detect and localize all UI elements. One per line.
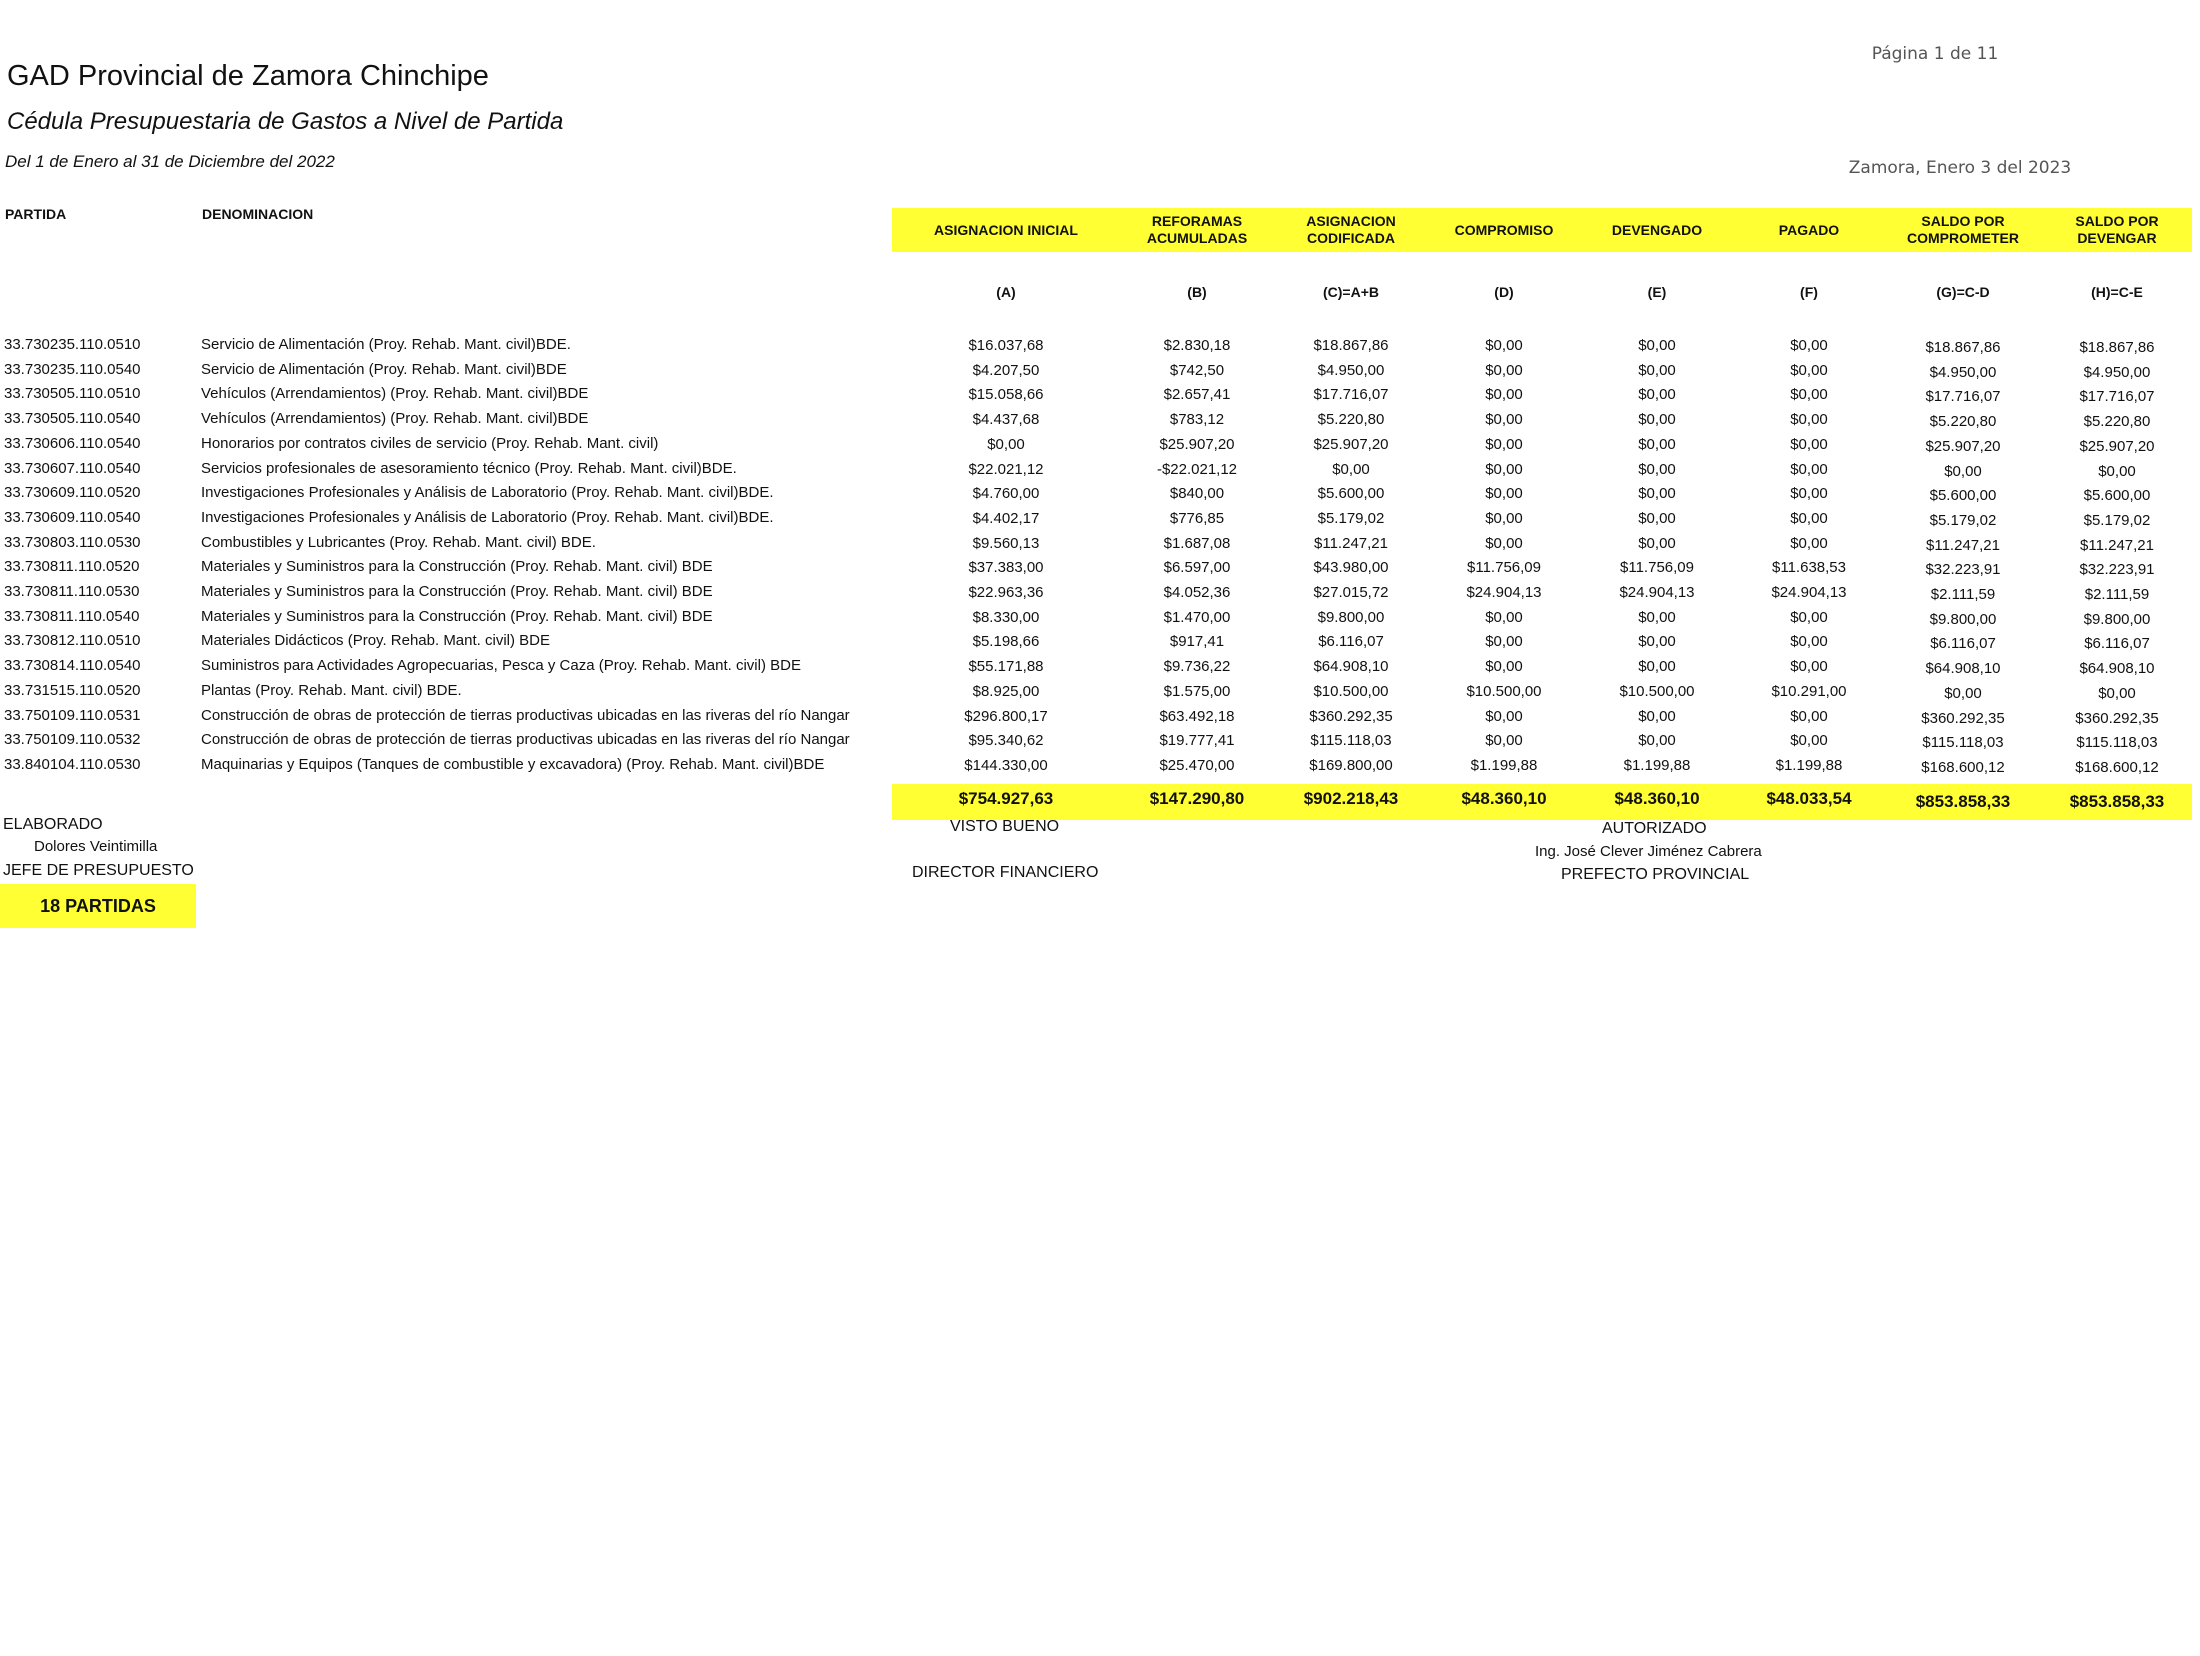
table-row [0, 731, 2200, 755]
table-row [0, 385, 2200, 409]
amount-cell: $5.600,00 [1317, 485, 1385, 503]
amount-cell: $6.597,00 [1163, 559, 1231, 577]
table-row [0, 484, 2200, 508]
amount-cell: $0,00 [1638, 707, 1676, 725]
amount-cell: $0,00 [1638, 732, 1676, 750]
partida-code: 33.750109.110.0531 [4, 706, 141, 724]
column-header: PAGADO [1778, 221, 1840, 238]
column-formula: (B) [1187, 284, 1207, 300]
amount-cell: $9.800,00 [2083, 610, 2151, 628]
total-cell: $754.927,63 [958, 789, 1054, 808]
amount-cell: $4.950,00 [1929, 363, 1997, 381]
column-formula: (D) [1494, 284, 1514, 300]
amount-cell: $0,00 [1485, 633, 1523, 651]
amount-cell: $25.907,20 [1313, 435, 1389, 453]
amount-cell: $0,00 [1790, 460, 1828, 478]
denominacion: Combustibles y Lubricantes (Proy. Rehab. Mant. civil) BDE. [201, 533, 596, 551]
column-header: ASIGNACION CODIFICADA [1306, 213, 1396, 246]
amount-cell: $2.657,41 [1163, 386, 1231, 404]
denominacion: Maquinarias y Equipos (Tanques de combustible y excavadora) (Proy. Rehab. Mant. civil)BDE [201, 755, 825, 773]
amount-cell: $1.687,08 [1163, 534, 1231, 552]
table-row [0, 707, 2200, 731]
amount-cell: $1.199,88 [1775, 756, 1843, 774]
visto-bueno-role: DIRECTOR FINANCIERO [912, 864, 1099, 881]
amount-cell: $4.052,36 [1163, 584, 1231, 601]
table-row [0, 460, 2200, 484]
partida-code: 33.730609.110.0540 [4, 508, 141, 526]
amount-cell: $0,00 [1485, 337, 1523, 354]
amount-cell: $0,00 [1790, 411, 1828, 429]
partida-code: 33.730609.110.0520 [4, 484, 141, 502]
denominacion: Servicios profesionales de asesoramiento técnico (Proy. Rehab. Mant. civil)BDE. [201, 459, 737, 477]
amount-cell: $11.756,09 [1620, 559, 1694, 577]
partida-code: 33.730811.110.0520 [4, 558, 140, 576]
amount-cell: $10.500,00 [1619, 682, 1695, 700]
partida-code: 33.730505.110.0510 [4, 385, 141, 403]
amount-cell: $0,00 [1332, 460, 1370, 478]
total-cell: $902.218,43 [1303, 789, 1399, 808]
amount-cell: $64.908,10 [1313, 658, 1389, 676]
amount-cell: $115.118,03 [2076, 734, 2158, 752]
amount-cell: $11.638,53 [1772, 559, 1846, 577]
amount-cell: $0,00 [2098, 684, 2136, 702]
amount-cell: $115.118,03 [1922, 734, 2004, 752]
amount-cell: $0,00 [1638, 337, 1676, 354]
amount-cell: $0,00 [1485, 386, 1523, 404]
amount-cell: $11.247,21 [2080, 536, 2154, 554]
denominacion: Suministros para Actividades Agropecuarias, Pesca y Caza (Proy. Rehab. Mant. civil) BDE [201, 657, 801, 675]
amount-cell: $0,00 [1790, 485, 1828, 503]
amount-cell: $6.116,07 [1930, 635, 1996, 653]
amount-cell: $0,00 [1790, 534, 1828, 552]
page-number: Página 1 de 11 [1871, 44, 1999, 64]
denominacion: Vehículos (Arrendamientos) (Proy. Rehab. Mant. civil)BDE [201, 410, 589, 428]
amount-cell: $296.800,17 [964, 707, 1048, 725]
amount-cell: $2.111,59 [2084, 586, 2150, 603]
amount-cell: $11.247,21 [1314, 534, 1388, 552]
elaborado-label: ELABORADO [3, 816, 103, 833]
denominacion: Servicio de Alimentación (Proy. Rehab. Mant. civil)BDE [201, 360, 567, 378]
column-formula: (F) [1800, 284, 1818, 300]
amount-cell: $0,00 [2098, 462, 2136, 480]
partida-column-header: PARTIDA [5, 206, 67, 222]
denominacion: Construcción de obras de protección de tierras productivas ubicadas en las riveras del río Nangar [201, 706, 850, 724]
amount-cell: $4.760,00 [972, 485, 1040, 503]
amount-cell: $6.116,07 [2084, 635, 2150, 653]
denominacion: Materiales y Suministros para la Construcción (Proy. Rehab. Mant. civil) BDE [201, 583, 713, 600]
amount-cell: $0,00 [1638, 608, 1676, 626]
amount-cell: $0,00 [1790, 337, 1828, 354]
table-row [0, 534, 2200, 558]
amount-cell: $25.470,00 [1159, 756, 1235, 774]
amount-cell: $5.220,80 [2083, 413, 2151, 431]
amount-cell: $168.600,12 [1921, 758, 2005, 776]
amount-cell: $43.980,00 [1313, 559, 1389, 577]
table-row [0, 682, 2200, 706]
amount-cell: $169.800,00 [1309, 756, 1393, 774]
amount-cell: $0,00 [1485, 361, 1523, 379]
total-cell: $48.033,54 [1766, 789, 1852, 808]
partida-code: 33.840104.110.0530 [4, 755, 141, 773]
amount-cell: $8.925,00 [972, 682, 1040, 700]
elaborado-name: Dolores Veintimilla [34, 838, 158, 855]
partida-code: 33.750109.110.0532 [4, 731, 141, 749]
amount-cell: $742,50 [1169, 361, 1225, 379]
amount-cell: $0,00 [1485, 707, 1523, 725]
amount-cell: $5.220,80 [1929, 413, 1997, 431]
partida-code: 33.730505.110.0540 [4, 410, 141, 428]
amount-cell: $64.908,10 [2079, 660, 2155, 678]
table-row [0, 336, 2200, 360]
amount-cell: $0,00 [1638, 509, 1676, 527]
amount-cell: $17.716,07 [2079, 388, 2155, 406]
partida-code: 33.730607.110.0540 [4, 459, 141, 477]
table-row [0, 608, 2200, 632]
denominacion: Investigaciones Profesionales y Análisis de Laboratorio (Proy. Rehab. Mant. civil)BDE. [201, 508, 774, 526]
amount-cell: $9.736,22 [1163, 658, 1231, 676]
amount-cell: $4.437,68 [972, 411, 1040, 429]
amount-cell: $0,00 [1485, 534, 1523, 552]
total-cell: $48.360,10 [1614, 789, 1700, 808]
partida-code: 33.730606.110.0540 [4, 434, 141, 452]
amount-cell: $0,00 [1790, 361, 1828, 379]
amount-cell: $0,00 [1485, 732, 1523, 750]
amount-cell: $0,00 [1638, 411, 1676, 429]
amount-cell: $0,00 [1944, 684, 1982, 702]
amount-cell: $5.179,02 [1929, 511, 1997, 529]
amount-cell: $2.111,59 [1930, 586, 1996, 603]
table-row [0, 509, 2200, 533]
amount-cell: $1.199,88 [1470, 756, 1538, 774]
amount-cell: $0,00 [1790, 608, 1828, 626]
amount-cell: $0,00 [1638, 633, 1676, 651]
column-formula: (E) [1647, 284, 1667, 300]
amount-cell: $25.907,20 [2079, 437, 2155, 455]
partidas-count-label: 18 PARTIDAS [40, 895, 156, 916]
column-formula: (C)=A+B [1322, 284, 1379, 300]
amount-cell: $5.600,00 [1929, 487, 1997, 505]
column-header: ASIGNACION INICIAL [934, 221, 1078, 238]
amount-cell: $2.830,18 [1163, 337, 1231, 354]
amount-cell: $0,00 [1944, 462, 1982, 480]
amount-cell: $18.867,86 [1313, 337, 1389, 354]
amount-cell: $9.800,00 [1317, 608, 1385, 626]
partida-code: 33.730235.110.0540 [4, 360, 141, 378]
amount-cell: $18.867,86 [2079, 339, 2155, 356]
denominacion: Servicio de Alimentación (Proy. Rehab. Mant. civil)BDE. [201, 336, 571, 353]
amount-cell: $0,00 [1485, 411, 1523, 429]
partida-code: 33.730812.110.0510 [4, 632, 141, 650]
amount-cell: $24.904,13 [1619, 584, 1695, 601]
column-formula: (G)=C-D [1936, 284, 1990, 300]
report-subtitle: Cédula Presupuestaria de Gastos a Nivel de Partida [7, 108, 564, 135]
total-cell: $853.858,33 [2069, 792, 2165, 811]
partida-code: 33.730235.110.0510 [4, 336, 141, 353]
amount-cell: $10.500,00 [1466, 682, 1542, 700]
amount-cell: $63.492,18 [1159, 707, 1235, 725]
amount-cell: $9.560,13 [972, 534, 1040, 552]
amount-cell: $27.015,72 [1313, 584, 1389, 601]
amount-cell: $15.058,66 [968, 386, 1044, 404]
amount-cell: $168.600,12 [2075, 758, 2159, 776]
amount-cell: $0,00 [1485, 435, 1523, 453]
amount-cell: $0,00 [1638, 485, 1676, 503]
report-title: GAD Provincial de Zamora Chinchipe [7, 60, 489, 92]
amount-cell: $24.904,13 [1466, 584, 1542, 601]
denominacion: Materiales Didácticos (Proy. Rehab. Mant. civil) BDE [201, 632, 550, 650]
column-header: REFORAMAS ACUMULADAS [1146, 213, 1248, 246]
denominacion: Plantas (Proy. Rehab. Mant. civil) BDE. [201, 681, 462, 699]
total-cell: $147.290,80 [1149, 789, 1245, 808]
table-row [0, 361, 2200, 385]
amount-cell: $4.950,00 [1317, 361, 1385, 379]
denominacion: Construcción de obras de protección de tierras productivas ubicadas en las riveras del río Nangar [201, 731, 850, 749]
amount-cell: $1.470,00 [1163, 608, 1231, 626]
partida-code: 33.731515.110.0520 [4, 681, 141, 699]
amount-cell: $5.179,02 [1317, 509, 1385, 527]
amount-cell: $11.756,09 [1467, 559, 1541, 577]
amount-cell: $0,00 [1638, 386, 1676, 404]
amount-cell: $0,00 [1638, 361, 1676, 379]
amount-cell: $64.908,10 [1925, 660, 2001, 678]
table-row [0, 583, 2200, 607]
amount-cell: $10.291,00 [1771, 682, 1847, 700]
amount-cell: $0,00 [1485, 658, 1523, 676]
table-row [0, 756, 2200, 780]
amount-cell: $0,00 [987, 435, 1025, 453]
total-cell: $48.360,10 [1461, 789, 1547, 808]
amount-cell: $22.963,36 [968, 584, 1044, 601]
denominacion: Materiales y Suministros para la Construcción (Proy. Rehab. Mant. civil) BDE [201, 558, 713, 576]
amount-cell: $5.179,02 [2083, 511, 2151, 529]
denominacion-column-header: DENOMINACION [202, 206, 314, 222]
amount-cell: $4.402,17 [972, 509, 1040, 527]
amount-cell: $0,00 [1638, 658, 1676, 676]
autorizado-role: PREFECTO PROVINCIAL [1561, 866, 1750, 883]
amount-cell: $8.330,00 [972, 608, 1040, 626]
amount-cell: $0,00 [1638, 460, 1676, 478]
autorizado-name: Ing. José Clever Jiménez Cabrera [1535, 843, 1762, 860]
table-row [0, 410, 2200, 434]
table-row [0, 558, 2200, 582]
partida-code: 33.730814.110.0540 [4, 657, 141, 675]
amount-cell: $32.223,91 [2079, 561, 2155, 579]
amount-cell: $22.021,12 [968, 460, 1044, 478]
amount-cell: $0,00 [1485, 608, 1523, 626]
amount-cell: $144.330,00 [964, 756, 1048, 774]
amount-cell: $25.907,20 [1159, 435, 1235, 453]
partida-code: 33.730803.110.0530 [4, 533, 141, 551]
denominacion: Materiales y Suministros para la Construcción (Proy. Rehab. Mant. civil) BDE [201, 607, 713, 625]
amount-cell: $0,00 [1638, 435, 1676, 453]
elaborado-role: JEFE DE PRESUPUESTO [3, 862, 194, 879]
column-formula: (A) [996, 284, 1016, 300]
partida-code: 33.730811.110.0530 [4, 583, 140, 600]
amount-cell: $776,85 [1169, 509, 1225, 527]
amount-cell: $0,00 [1485, 509, 1523, 527]
amount-cell: $19.777,41 [1159, 732, 1235, 750]
column-header: SALDO POR COMPROMETER [1907, 213, 2019, 246]
amount-cell: $5.220,80 [1317, 411, 1385, 429]
amount-cell: $360.292,35 [1309, 707, 1393, 725]
amount-cell: $6.116,07 [1318, 633, 1384, 651]
report-period: Del 1 de Enero al 31 de Diciembre del 2022 [5, 152, 335, 171]
amount-cell: $0,00 [1790, 707, 1828, 725]
amount-cell: -$22.021,12 [1156, 460, 1238, 478]
denominacion: Investigaciones Profesionales y Análisis de Laboratorio (Proy. Rehab. Mant. civil)BDE. [201, 484, 774, 502]
partida-code: 33.730811.110.0540 [4, 607, 140, 625]
amount-cell: $0,00 [1485, 460, 1523, 478]
amount-cell: $10.500,00 [1313, 682, 1389, 700]
amount-cell: $5.198,66 [972, 633, 1040, 651]
amount-cell: $95.340,62 [968, 732, 1044, 750]
partidas-count-badge [0, 884, 196, 928]
column-header: DEVENGADO [1611, 221, 1703, 238]
column-header: COMPROMISO [1454, 221, 1554, 238]
amount-cell: $0,00 [1790, 435, 1828, 453]
denominacion: Vehículos (Arrendamientos) (Proy. Rehab. Mant. civil)BDE [201, 385, 589, 403]
amount-cell: $32.223,91 [1925, 561, 2001, 579]
amount-cell: $18.867,86 [1925, 339, 2001, 356]
amount-cell: $360.292,35 [2075, 709, 2159, 727]
amount-cell: $5.600,00 [2083, 487, 2151, 505]
amount-cell: $0,00 [1485, 485, 1523, 503]
amount-cell: $0,00 [1790, 633, 1828, 651]
amount-cell: $17.716,07 [1313, 386, 1389, 404]
amount-cell: $37.383,00 [968, 559, 1044, 577]
amount-cell: $24.904,13 [1771, 584, 1847, 601]
amount-cell: $0,00 [1790, 732, 1828, 750]
amount-cell: $0,00 [1790, 509, 1828, 527]
autorizado-label: AUTORIZADO [1602, 820, 1707, 837]
amount-cell: $115.118,03 [1310, 732, 1392, 750]
column-formula: (H)=C-E [2091, 284, 2143, 300]
amount-cell: $4.950,00 [2083, 363, 2151, 381]
amount-cell: $11.247,21 [1926, 536, 2000, 554]
total-cell: $853.858,33 [1915, 792, 2011, 811]
denominacion: Honorarios por contratos civiles de servicio (Proy. Rehab. Mant. civil) [201, 434, 659, 452]
amount-cell: $17.716,07 [1925, 388, 2001, 406]
amount-cell: $840,00 [1169, 485, 1225, 503]
amount-cell: $1.199,88 [1623, 756, 1691, 774]
amount-cell: $25.907,20 [1925, 437, 2001, 455]
amount-cell: $9.800,00 [1929, 610, 1997, 628]
amount-cell: $55.171,88 [968, 658, 1044, 676]
amount-cell: $4.207,50 [972, 361, 1040, 379]
amount-cell: $917,41 [1169, 633, 1225, 651]
table-row [0, 435, 2200, 459]
amount-cell: $360.292,35 [1921, 709, 2005, 727]
amount-cell: $1.575,00 [1163, 682, 1231, 700]
place-date: Zamora, Enero 3 del 2023 [1848, 158, 2072, 178]
amount-cell: $0,00 [1790, 386, 1828, 404]
visto-bueno-label: VISTO BUENO [950, 818, 1060, 835]
amount-cell: $0,00 [1638, 534, 1676, 552]
amount-cell: $783,12 [1169, 411, 1225, 429]
column-header: SALDO POR DEVENGAR [2075, 213, 2159, 246]
table-row [0, 632, 2200, 656]
amount-cell: $16.037,68 [968, 337, 1044, 354]
amount-cell: $0,00 [1790, 658, 1828, 676]
table-row [0, 657, 2200, 681]
